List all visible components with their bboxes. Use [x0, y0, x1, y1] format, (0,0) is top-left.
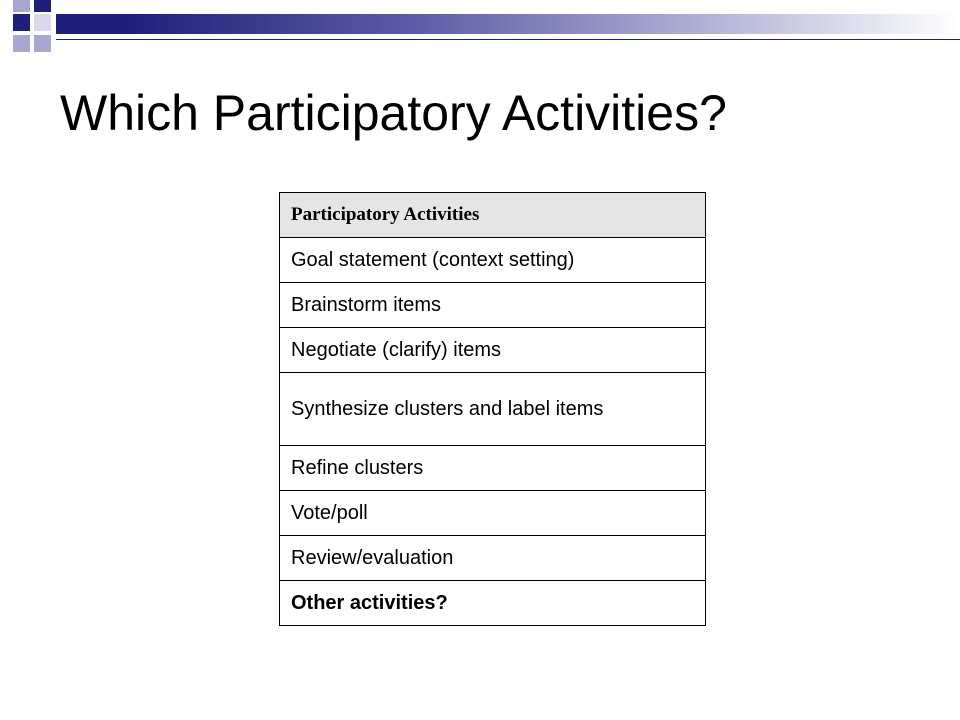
table-row: [280, 536, 706, 581]
table-cell: Vote/poll: [280, 491, 706, 536]
table-cell: Brainstorm items: [280, 283, 706, 328]
decor-square: [13, 35, 30, 52]
decor-square: [34, 35, 51, 52]
table-row: [280, 373, 706, 446]
table-row: [280, 283, 706, 328]
table-row: [280, 328, 706, 373]
table-row: [280, 238, 706, 283]
decor-square: [34, 14, 51, 31]
table-cell: Other activities?: [280, 581, 706, 626]
table-row: [280, 446, 706, 491]
decor-square: [13, 14, 30, 31]
header-divider-line: [56, 39, 960, 40]
header-decoration: [0, 0, 960, 60]
header-gradient-bar: [56, 14, 960, 34]
table-header-row: [280, 193, 706, 238]
table-cell: Refine clusters: [280, 446, 706, 491]
activities-table: [279, 192, 706, 626]
table-row: [280, 491, 706, 536]
table-cell: Goal statement (context setting): [280, 238, 706, 283]
table-cell: Negotiate (clarify) items: [280, 328, 706, 373]
table-row: [280, 581, 706, 626]
table-header-cell: Participatory Activities: [280, 193, 706, 238]
slide-title: Which Participatory Activities?: [60, 85, 727, 141]
table-cell: Review/evaluation: [280, 536, 706, 581]
decor-square: [13, 0, 30, 12]
decor-square: [34, 0, 51, 12]
table-cell: Synthesize clusters and label items: [280, 373, 706, 446]
